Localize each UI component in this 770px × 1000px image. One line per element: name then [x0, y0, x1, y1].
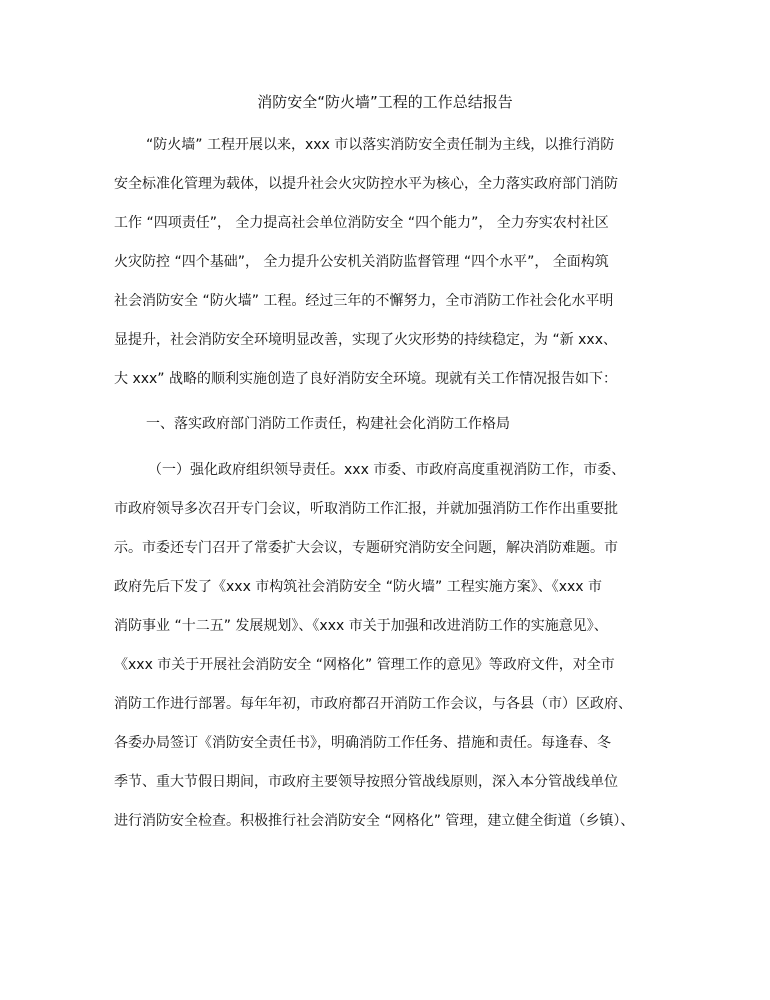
paragraph-line: 消防工作进行部署。每年年初，市政府都召开消防工作会议，与各县（市）区政府、	[114, 696, 632, 712]
paragraph-line: 各委办局签订《消防安全责任书》，明确消防工作任务、措施和责任。每逢春、冬	[114, 735, 611, 751]
paragraph-line: 示。市委还专门召开了常委扩大会议，专题研究消防安全问题，解决消防难题。市	[114, 540, 618, 556]
paragraph-line: 季节、重大节假日期间，市政府主要领导按照分管战线原则，深入本分管战线单位	[114, 774, 618, 790]
paragraph-line: “防火墙” 工程开展以来，xxx 市以落实消防安全责任制为主线，以推行消防	[146, 137, 615, 153]
paragraph-line: 政府先后下发了《xxx 市构筑社会消防安全 “防火墙” 工程实施方案》、《xxx 市	[114, 579, 603, 595]
paragraph-line: 进行消防安全检查。积极推行社会消防安全 “网格化” 管理，建立健全街道（乡镇）、	[114, 813, 635, 829]
paragraph-line: 社会消防安全 “防火墙” 工程。经过三年的不懈努力，全市消防工作社会化水平明	[114, 293, 614, 309]
paragraph-line: （一）强化政府组织领导责任。xxx 市委、市政府高度重视消防工作，市委、	[148, 462, 626, 478]
paragraph-line: 显提升，社会消防安全环境明显改善，实现了火灾形势的持续稳定，为 “新 xxx、	[114, 332, 618, 348]
paragraph-line: 《xxx 市关于开展社会消防安全 “网格化” 管理工作的意见》等政府文件，对全市	[114, 657, 615, 673]
document-title: 消防安全“防火墙”工程的工作总结报告	[257, 93, 513, 111]
paragraph-line: 市政府领导多次召开专门会议，听取消防工作汇报，并就加强消防工作作出重要批	[114, 501, 618, 517]
paragraph-line: 大 xxx” 战略的顺利实施创造了良好消防安全环境。现就有关工作情况报告如下：	[114, 371, 618, 387]
paragraph-line: 工作 “四项责任”， 全力提高社会单位消防安全 “四个能力”， 全力夯实农村社区	[114, 215, 609, 231]
paragraph-line: 安全标准化管理为载体，以提升社会火灾防控水平为核心，全力落实政府部门消防	[114, 176, 618, 192]
paragraph-line: 火灾防控 “四个基础”， 全力提升公安机关消防监督管理 “四个水平”， 全面构筑	[114, 254, 609, 270]
section-heading: 一、落实政府部门消防工作责任，构建社会化消防工作格局	[146, 416, 510, 432]
paragraph-line: 消防事业 “十二五” 发展规划》、《xxx 市关于加强和改进消防工作的实施意见》、	[114, 618, 608, 634]
